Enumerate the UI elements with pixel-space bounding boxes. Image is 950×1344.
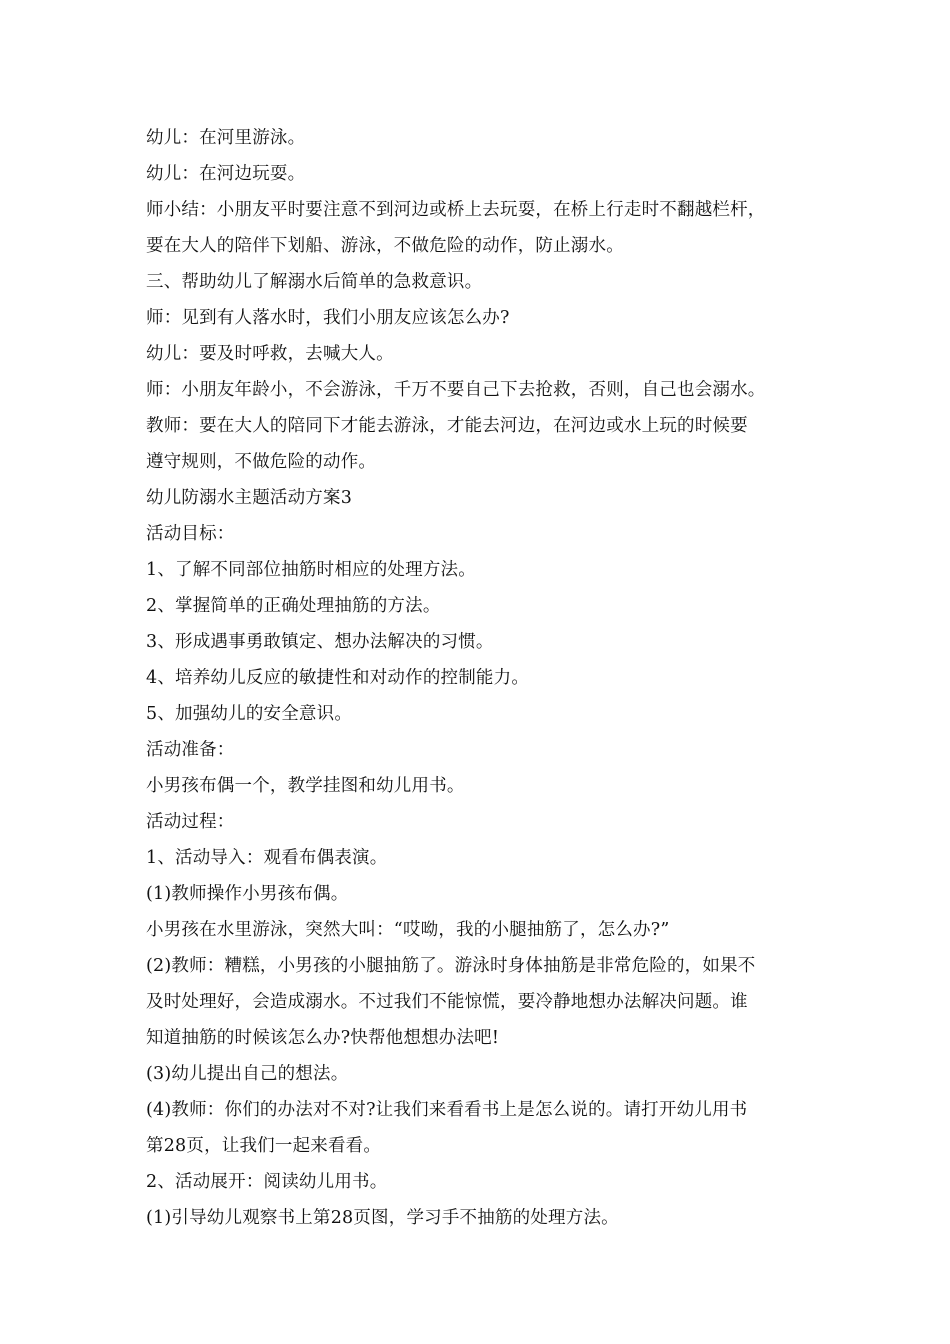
- section-heading: 三、帮助幼儿了解溺水后简单的急救意识。: [146, 272, 483, 292]
- dialogue-line: 教师：要在大人的陪同下才能去游泳，才能去河边，在河边或水上玩的时候要: [146, 416, 748, 436]
- paragraph-line: 知道抽筋的时候该怎么办?快帮他想想办法吧!: [146, 1028, 500, 1048]
- section-heading: 活动过程：: [146, 812, 235, 832]
- paragraph-line: 小男孩布偶一个，教学挂图和幼儿用书。: [146, 776, 465, 796]
- list-item: 5、加强幼儿的安全意识。: [146, 704, 353, 724]
- list-item: (2)教师：糟糕，小男孩的小腿抽筋了。游泳时身体抽筋是非常危险的，如果不: [146, 956, 756, 976]
- dialogue-line: 幼儿：要及时呼救，去喊大人。: [146, 344, 394, 364]
- list-item: (3)幼儿提出自己的想法。: [146, 1064, 349, 1084]
- section-heading: 活动准备：: [146, 740, 235, 760]
- plan-title: 幼儿防溺水主题活动方案3: [146, 488, 353, 508]
- list-item: 2、掌握简单的正确处理抽筋的方法。: [146, 596, 441, 616]
- list-item: 3、形成遇事勇敢镇定、想办法解决的习惯。: [146, 632, 494, 652]
- list-item: 4、培养幼儿反应的敏捷性和对动作的控制能力。: [146, 668, 530, 688]
- section-heading: 活动目标：: [146, 524, 235, 544]
- list-item: (4)教师：你们的办法对不对?让我们来看看书上是怎么说的。请打开幼儿用书: [146, 1100, 748, 1120]
- document-body: [146, 120, 826, 1236]
- paragraph-line: 第28页，让我们一起来看看。: [146, 1136, 382, 1156]
- dialogue-line: 师：见到有人落水时，我们小朋友应该怎么办?: [146, 308, 510, 328]
- dialogue-line: 师：小朋友年龄小，不会游泳，千万不要自己下去抢救，否则，自己也会溺水。: [146, 380, 766, 400]
- dialogue-line: 遵守规则，不做危险的动作。: [146, 452, 377, 472]
- paragraph-line: 小男孩在水里游泳，突然大叫：“哎呦，我的小腿抽筋了，怎么办?”: [146, 920, 670, 940]
- list-item: (1)教师操作小男孩布偶。: [146, 884, 349, 904]
- teacher-summary-line: 要在大人的陪伴下划船、游泳，不做危险的动作，防止溺水。: [146, 236, 624, 256]
- dialogue-line: 幼儿：在河边玩耍。: [146, 164, 306, 184]
- dialogue-line: 幼儿：在河里游泳。: [146, 128, 306, 148]
- paragraph-line: 及时处理好，会造成溺水。不过我们不能惊慌，要冷静地想办法解决问题。谁: [146, 992, 748, 1012]
- list-item: 1、活动导入：观看布偶表演。: [146, 848, 388, 868]
- list-item: 1、了解不同部位抽筋时相应的处理方法。: [146, 560, 476, 580]
- list-item: (1)引导幼儿观察书上第28页图，学习手不抽筋的处理方法。: [146, 1208, 619, 1228]
- teacher-summary-line: 师小结：小朋友平时要注意不到河边或桥上去玩耍，在桥上行走时不翻越栏杆，: [146, 200, 766, 220]
- list-item: 2、活动展开：阅读幼儿用书。: [146, 1172, 388, 1192]
